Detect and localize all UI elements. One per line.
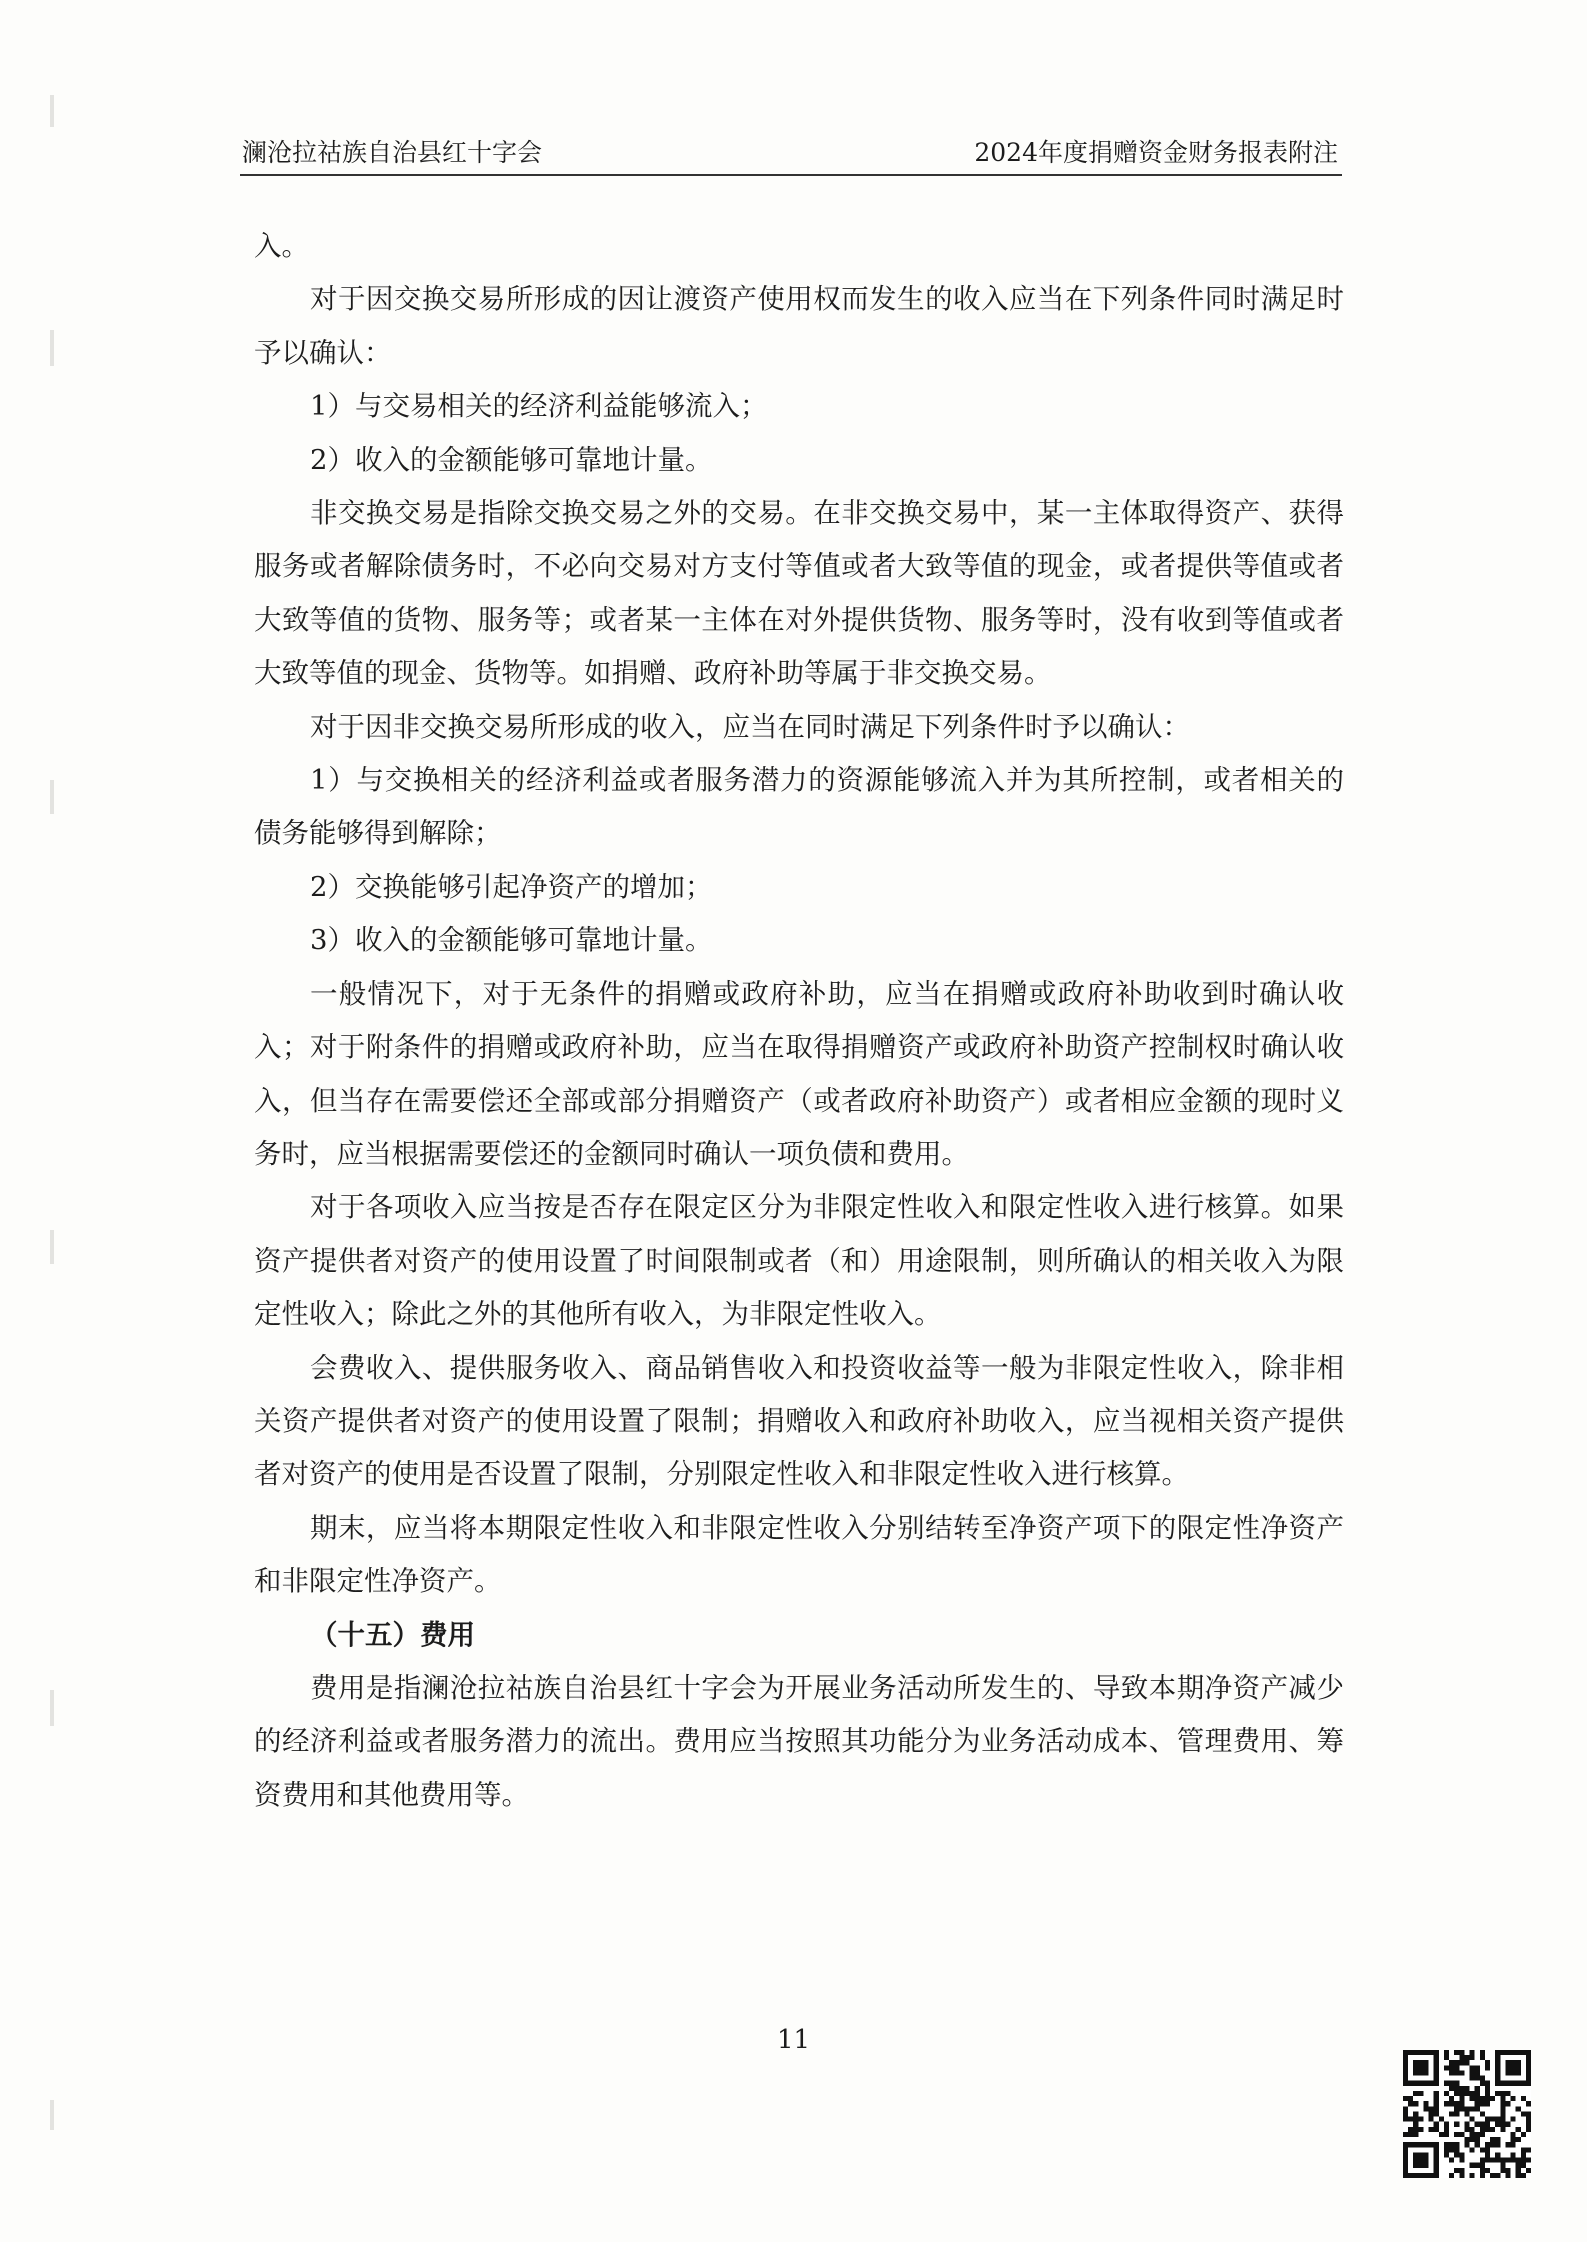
paragraph: 1）与交换相关的经济利益或者服务潜力的资源能够流入并为其所控制，或者相关的债务能够得到解除； [254,764,1344,850]
document-body [254,220,1344,1822]
paragraph: 3）收入的金额能够可靠地计量。 [310,924,713,957]
paragraph: 会费收入、提供服务收入、商品销售收入和投资收益等一般为非限定性收入，除非相关资产提供者对资产的使用设置了限制；捐赠收入和政府补助收入，应当视相关资产提供者对资产的使用是否设置了限制，分别限定性收入和非限定性收入进行核算。 [254,1351,1344,1491]
scan-edge-mark [50,1230,54,1264]
qr-code-icon [1403,2050,1531,2178]
page-number: 11 [776,2025,811,2055]
paragraph: 费用是指澜沧拉祜族自治县红十字会为开展业务活动所发生的、导致本期净资产减少的经济利益或者服务潜力的流出。费用应当按照其功能分为业务活动成本、管理费用、筹资费用和其他费用等。 [254,1671,1344,1811]
section-heading: （十五）费用 [310,1618,475,1651]
scan-edge-mark [50,330,54,366]
scan-edge-mark [50,780,54,814]
paragraph: 对于因交换交易所形成的因让渡资产使用权而发生的收入应当在下列条件同时满足时予以确认： [254,283,1344,369]
paragraph: 非交换交易是指除交换交易之外的交易。在非交换交易中，某一主体取得资产、获得服务或者解除债务时，不必向交易对方支付等值或者大致等值的现金，或者提供等值或者大致等值的货物、服务等；或者某一主体在对外提供货物、服务等时，没有收到等值或者大致等值的现金、货物等。如捐赠、政府补助等属于非交换交易。 [254,497,1344,690]
paragraph: 对于因非交换交易所形成的收入，应当在同时满足下列条件时予以确认： [310,710,1190,743]
scan-edge-mark [50,95,54,127]
header-document-title: 2024年度捐赠资金财务报表附注 [974,138,1338,167]
paragraph: 对于各项收入应当按是否存在限定区分为非限定性收入和限定性收入进行核算。如果资产提供者对资产的使用设置了时间限制或者（和）用途限制，则所确认的相关收入为限定性收入；除此之外的其他所有收入，为非限定性收入。 [254,1191,1344,1331]
scan-edge-mark [50,2100,54,2130]
header-org-name: 澜沧拉祜族自治县红十字会 [242,138,543,167]
running-header [240,136,1342,176]
paragraph: 1）与交易相关的经济利益能够流入； [310,390,768,423]
paragraph: 入。 [254,230,309,262]
paragraph: 一般情况下，对于无条件的捐赠或政府补助，应当在捐赠或政府补助收到时确认收入；对于附条件的捐赠或政府补助，应当在取得捐赠资产或政府补助资产控制权时确认收入，但当存在需要偿还全部或部分捐赠资产（或者政府补助资产）或者相应金额的现时义务时，应当根据需要偿还的金额同时确认一项负债和费用。 [254,977,1344,1170]
paragraph: 期末，应当将本期限定性收入和非限定性收入分别结转至净资产项下的限定性净资产和非限定性净资产。 [254,1511,1344,1598]
scan-edge-mark [50,1690,54,1726]
paragraph: 2）交换能够引起净资产的增加； [310,870,713,903]
paragraph: 2）收入的金额能够可靠地计量。 [310,443,713,476]
